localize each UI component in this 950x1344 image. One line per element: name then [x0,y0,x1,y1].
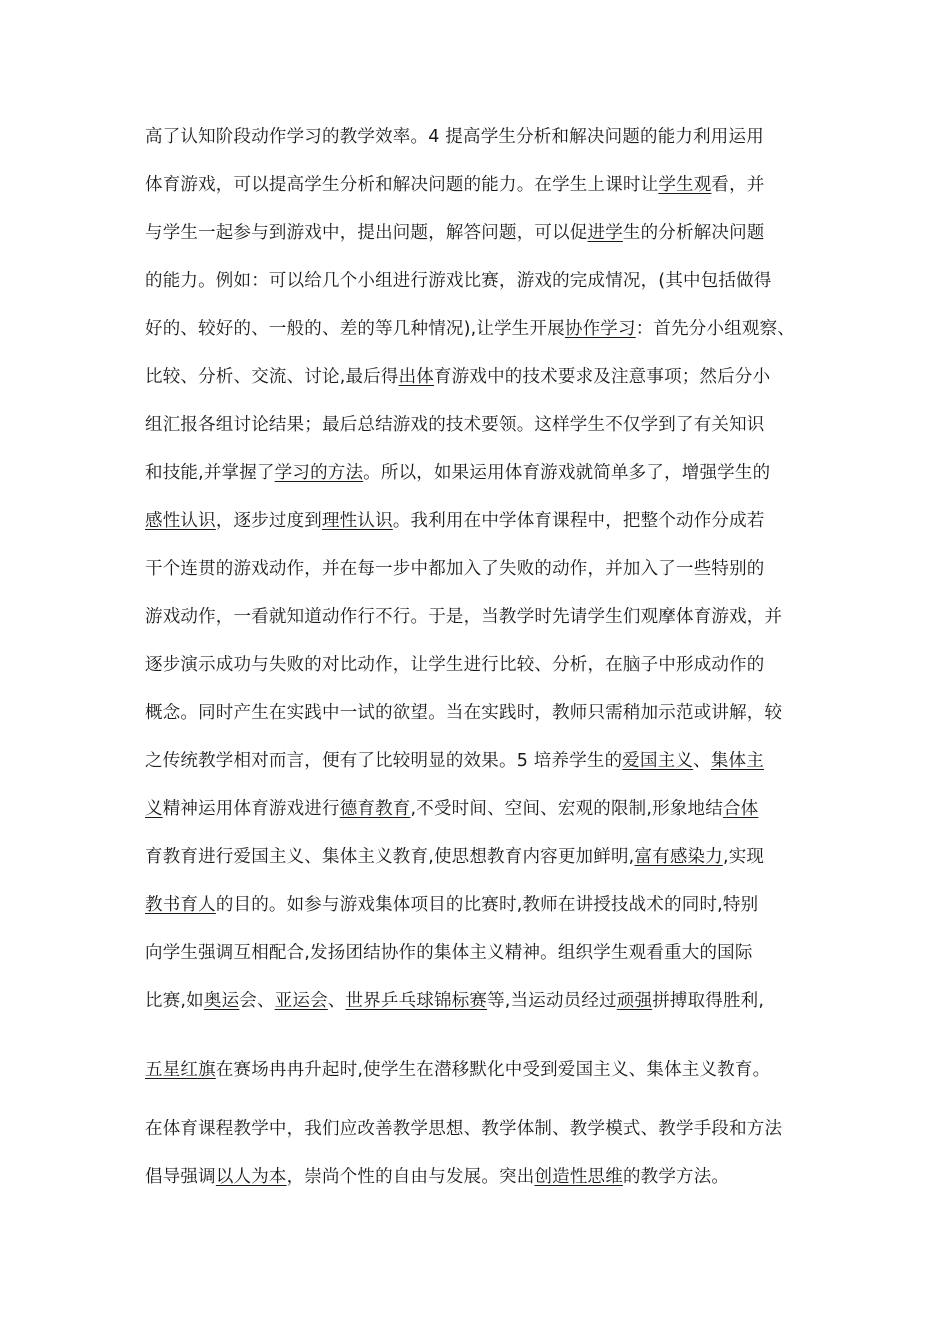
text-run: 高了认知阶段动作学习的教学效率。4 提高学生分析和解决问题的能力利用运用 [145,127,764,147]
text-line [145,749,845,773]
hyperlink[interactable]: 顽强 [616,991,653,1011]
hyperlink[interactable]: 感性认识 [145,511,216,531]
hyperlink[interactable]: 富有感染力 [634,847,723,867]
text-run: 等,当运动员经过 [487,991,617,1011]
text-line [145,797,845,821]
text-run: ，逐步过度到 [215,511,323,531]
text-run: ,不受时间、空间、宏观的限制,形象地结 [410,799,723,819]
text-run: 好的、较好的、一般的、差的等几种情况),让学生开展 [145,319,565,339]
text-line [145,1117,845,1141]
hyperlink[interactable]: 教书育人 [145,895,216,915]
text-line [145,125,845,149]
text-line [145,173,845,197]
hyperlink[interactable]: 五星红旗 [145,1060,216,1080]
text-run: 、 [693,751,711,771]
text-run: 拼搏取得胜利, [652,991,765,1011]
text-run: 组汇报各组讨论结果；最后总结游戏的技术要领。这样学生不仅学到了有关知识 [145,415,765,435]
text-run: 。我利用在中学体育课程中，把整个动作分成若 [392,511,765,531]
text-run: 逐步演示成功与失败的对比动作，让学生进行比较、分析，在脑子中形成动作的 [145,655,765,675]
text-line [145,461,845,485]
text-run: 的能力。例如：可以给几个小组进行游戏比赛，游戏的完成情况，(其中包括做得 [145,271,772,291]
text-line [145,221,845,245]
hyperlink[interactable]: 协作学习 [564,319,636,339]
hyperlink[interactable]: 出体 [398,367,434,387]
text-line [145,653,845,677]
hyperlink[interactable]: 合体 [722,799,759,819]
text-run: 。所以，如果运用体育游戏就简单多了，增强学生的 [363,463,771,483]
text-run: 和技能,并掌握了 [145,463,275,483]
text-run: 干个连贯的游戏动作，并在每一步中都加入了失败的动作，并加入了一些特别的 [145,559,765,579]
text-line [145,893,845,917]
text-run: 的目的。如参与游戏集体项目的比赛时,教师在讲授技战术的同时,特别 [215,895,759,915]
text-run: 育游戏中的技术要求及注意事项；然后分小 [433,367,771,387]
hyperlink[interactable]: 世界乒乓球锦标赛 [345,991,488,1011]
hyperlink[interactable]: 创造性思维 [534,1167,623,1187]
hyperlink[interactable]: 进学 [587,223,623,243]
text-run: 育教育进行爱国主义、集体主义教育,使思想教育内容更加鲜明, [145,847,635,867]
text-line [145,605,845,629]
text-line [145,557,845,581]
hyperlink[interactable]: 以人为本 [215,1167,287,1187]
text-line [145,317,845,341]
text-run: 比赛,如 [145,991,204,1011]
text-run: 看，并 [711,175,765,195]
hyperlink[interactable]: 奥运 [203,991,240,1011]
hyperlink[interactable]: 学习的方法 [274,463,364,483]
text-run: ：首先分小组观察、 [635,319,796,339]
hyperlink[interactable]: 亚运会 [274,991,328,1011]
text-run: 会、 [239,991,275,1011]
hyperlink[interactable]: 爱国主义 [622,751,694,771]
text-line [145,365,845,389]
hyperlink[interactable]: 学生观 [658,175,712,195]
text-run: 的教学方法。 [622,1167,730,1187]
text-run: 游戏动作，一看就知道动作行不行。于是，当教学时先请学生们观摩体育游戏，并 [145,607,783,627]
text-line [145,845,845,869]
text-run: 生的分析解决问题 [622,223,765,243]
text-run: 向学生强调互相配合,发扬团结协作的集体主义精神。组织学生观看重大的国际 [145,943,753,963]
text-run: 精神运用体育游戏进行 [162,799,340,819]
hyperlink[interactable]: 集体主 [710,751,764,771]
text-run: 倡导强调 [145,1167,216,1187]
text-line [145,941,845,965]
text-line [145,989,845,1013]
text-run: 在赛场冉冉升起时,使学生在潜移默化中受到爱国主义、集体主义教育。 [215,1060,771,1080]
text-run: 概念。同时产生在实践中一试的欲望。当在实践时，教师只需稍加示范或讲解，较 [145,703,783,723]
text-line [145,701,845,725]
text-run: 、 [327,991,346,1011]
text-run: ，崇尚个性的自由与发展。突出 [286,1167,535,1187]
text-run: 在体育课程教学中，我们应改善教学思想、教学体制、教学模式、教学手段和方法 [145,1119,783,1139]
text-run: 与学生一起参与到游戏中，提出问题，解答问题，可以促 [145,223,588,243]
text-line [145,413,845,437]
hyperlink[interactable]: 义 [145,799,163,819]
text-line [145,1058,845,1082]
hyperlink[interactable]: 理性认识 [322,511,393,531]
text-line [145,1165,845,1189]
text-run: 比较、分析、交流、讨论,最后得 [145,367,399,387]
text-run: 之传统教学相对而言，便有了比较明显的效果。5 培养学生的 [145,751,623,771]
text-run: 体育游戏，可以提高学生分析和解决问题的能力。在学生上课时让 [145,175,659,195]
hyperlink[interactable]: 德育教育 [339,799,411,819]
text-run: ,实现 [722,847,765,867]
text-line [145,509,845,533]
text-line [145,269,845,293]
